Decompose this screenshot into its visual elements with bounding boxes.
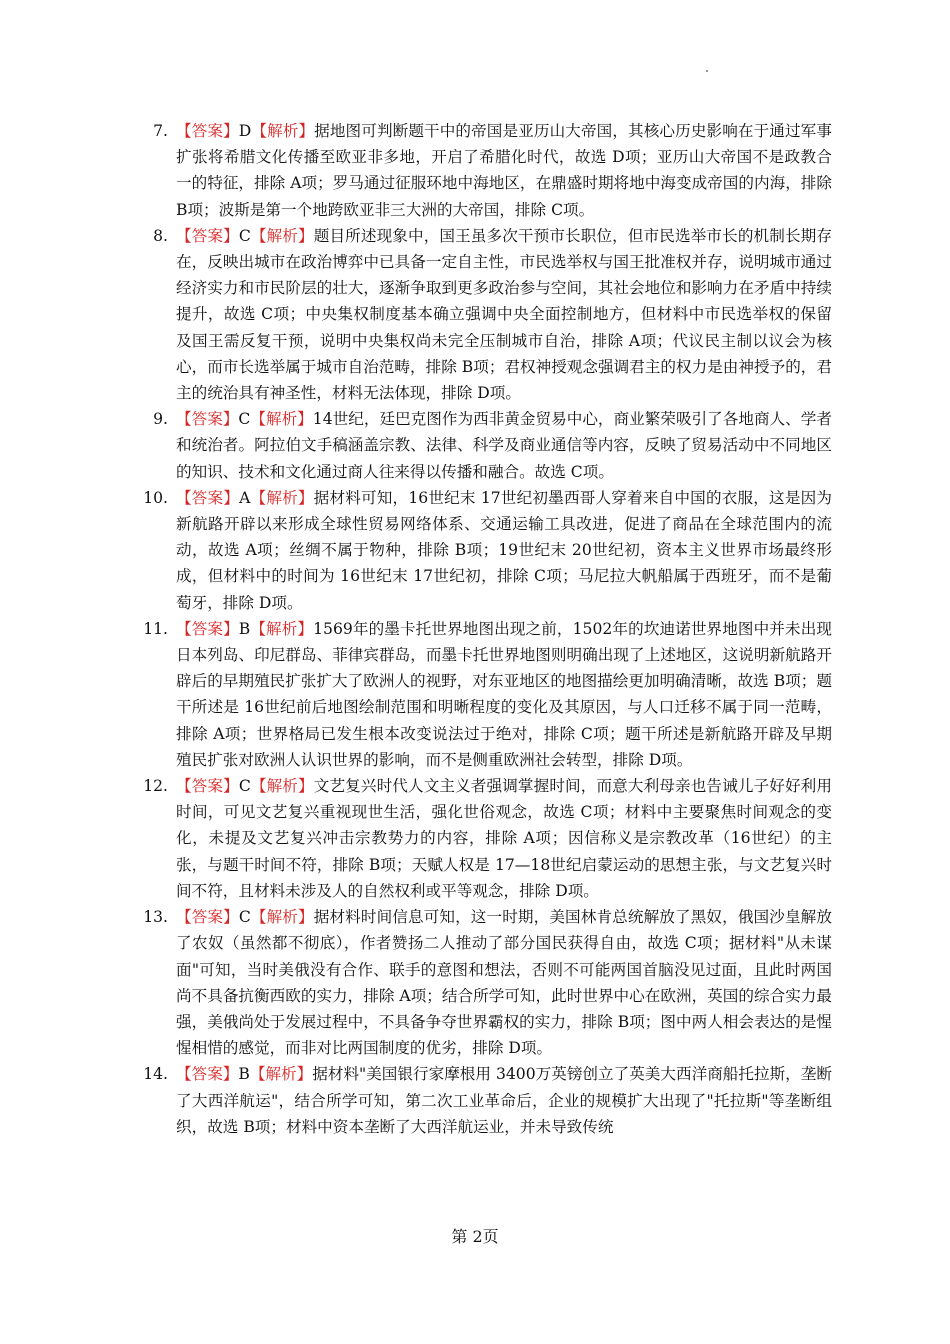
answer-item-7 — [120, 118, 832, 223]
item-number: 10. — [143, 488, 168, 507]
answer-item-12 — [120, 773, 832, 904]
analysis-label: 【解析】 — [250, 226, 314, 245]
answer-item-10 — [120, 485, 832, 616]
item-number: 14. — [143, 1065, 168, 1084]
analysis-text: 文艺复兴时代人文主义者强调掌握时间，而意大利母亲也告诫儿子好好利用时间，可见文艺复兴重视现世生活，强化世俗观念，故选 C项；材料中主要聚焦时间观念的变化，未提及文艺复兴冲击宗教势力的内容，排除 A项；因信称义是宗教改革（16世纪）的主张，与题干时间不符，排除 B项；天赋人权是 17—18世纪启蒙运动的思想主张，与文艺复兴时间不符，且材料未涉及人的自然权利或平等观念，排除 D项。 — [176, 777, 832, 900]
item-number: 11. — [143, 619, 168, 638]
scan-mark — [706, 70, 708, 72]
answer-label: 【答案】 — [176, 226, 239, 245]
answer-value: B — [238, 619, 251, 638]
answer-value: C — [238, 777, 251, 796]
item-number: 7. — [153, 122, 168, 140]
analysis-label: 【解析】 — [249, 1065, 313, 1084]
answer-label: 【答案】 — [176, 777, 239, 796]
analysis-label: 【解析】 — [251, 122, 315, 140]
analysis-text: 据材料可知，16世纪末 17世纪初墨西哥人穿着来自中国的衣服，这是因为新航路开辟以来形成全球性贸易网络体系、交通运输工具改进，促进了商品在全球范围内的流动，故选 A项；丝绸不属于物种，排除 B项；19世纪末 20世纪初，资本主义世界市场最终形成，但材料中的时间为 16世纪末 17世纪初，排除 C项；马尼拉大帆船属于西班牙，而不是葡萄牙，排除 D项。 — [176, 488, 832, 612]
analysis-label: 【解析】 — [250, 619, 314, 638]
item-number: 13. — [143, 908, 168, 927]
answer-item-11 — [120, 616, 832, 773]
answer-label: 【答案】 — [176, 488, 240, 507]
answer-item-13 — [120, 904, 832, 1061]
analysis-text: 1569年的墨卡托世界地图出现之前，1502年的坎迪诺世界地图中并未出现日本列岛、印尼群岛、菲律宾群岛，而墨卡托世界地图则明确出现了上述地区，这说明新航路开辟后的早期殖民扩张扩大了欧洲人的视野，对东亚地区的地图描绘更加明确清晰，故选 B项；题干所述是 16世纪前后地图绘制范围和明晰程度的变化及其原因，与人口迁移不属于同一范畴，排除 A项；世界格局已发生根本改变说法过于绝对，排除 C项；题干所述是新航路开辟及早期殖民扩张对欧洲人认识世界的影响，而不是侧重欧洲社会转型，排除 D项。 — [176, 619, 832, 769]
answer-value: C — [238, 908, 251, 927]
answer-label: 【答案】 — [176, 619, 239, 638]
item-number: 9. — [153, 410, 168, 429]
answer-item-9 — [120, 406, 832, 485]
item-number: 12. — [143, 777, 168, 796]
answer-label: 【答案】 — [176, 908, 239, 927]
analysis-text: 据地图可判断题干中的帝国是亚历山大帝国，其核心历史影响在于通过军事扩张将希腊文化传播至欧亚非多地，开启了希腊化时代，故选 D项；亚历山大帝国不是政教合一的特征，排除 A项；罗马通过征服环地中海地区，在鼎盛时期将地中海变成帝国的内海，排除 B项；波斯是第一个地跨欧亚非三大洲的大帝国，排除 C项。 — [176, 122, 832, 219]
answer-value: C — [238, 410, 251, 429]
analysis-label: 【解析】 — [250, 410, 313, 429]
analysis-text: 14世纪，廷巴克图作为西非黄金贸易中心，商业繁荣吸引了各地商人、学者和统治者。阿拉伯文手稿涵盖宗教、法律、科学及商业通信等内容，反映了贸易活动中不同地区的知识、技术和文化通过商人往来得以传播和融合。故选 C项。 — [176, 410, 832, 481]
answer-label: 【答案】 — [176, 1065, 239, 1084]
item-number: 8. — [153, 226, 168, 245]
analysis-text: 据材料"美国银行家摩根用 3400万英镑创立了英美大西洋商船托拉斯，垄断了大西洋航运"，结合所学可知，第二次工业革命后，企业的规模扩大出现了"托拉斯"等垄断组织，故选 B项；材料中资本垄断了大西洋航运业，并未导致传统 — [176, 1065, 832, 1136]
answer-item-14 — [120, 1061, 832, 1140]
answer-list — [120, 118, 832, 1140]
page-number: 第 2页 — [451, 1227, 499, 1246]
analysis-text: 据材料时间信息可知，这一时期，美国林肯总统解放了黑奴，俄国沙皇解放了农奴（虽然都不彻底），作者赞扬二人推动了部分国民获得自由，故选 C项；据材料"从未谋面"可知，当时美俄没有合作、联手的意图和想法，否则不可能两国首脑没见过面，且此时两国尚不具备抗衡西欧的实力，排除 A项；结合所学可知，此时世界中心在欧洲，英国的综合实力最强，美俄尚处于发展过程中，不具备争夺世界霸权的实力，排除 B项；图中两人相会表达的是惺惺相惜的感觉，而非对比两国制度的优劣，排除 D项。 — [176, 908, 832, 1058]
answer-value: B — [238, 1065, 250, 1084]
answer-label: 【答案】 — [176, 410, 239, 429]
analysis-label: 【解析】 — [250, 488, 314, 507]
analysis-label: 【解析】 — [250, 777, 314, 796]
analysis-label: 【解析】 — [250, 908, 314, 927]
answer-item-8 — [120, 223, 832, 406]
answer-label: 【答案】 — [176, 122, 239, 140]
answer-value: C — [238, 226, 251, 245]
analysis-text: 题目所述现象中，国王虽多次干预市长职位，但市民选举市长的机制长期存在，反映出城市在政治博弈中已具备一定自主性，市民选举权与国王批准权并存，说明城市通过经济实力和市民阶层的壮大，逐渐争取到更多政治参与空间，其社会地位和影响力在矛盾中持续提升，故选 C项；中央集权制度基本确立强调中央全面控制地方，但材料中市民选举权的保留及国王需反复干预，说明中央集权尚未完全压制城市自治，排除 A项；代议民主制以议会为核心，而市长选举属于城市自治范畴，排除 B项；君权神授观念强调君主的权力是由神授予的，君主的统治具有神圣性，材料无法体现，排除 D项。 — [176, 226, 832, 403]
answer-value: D — [238, 122, 252, 140]
answer-value: A — [239, 488, 251, 507]
